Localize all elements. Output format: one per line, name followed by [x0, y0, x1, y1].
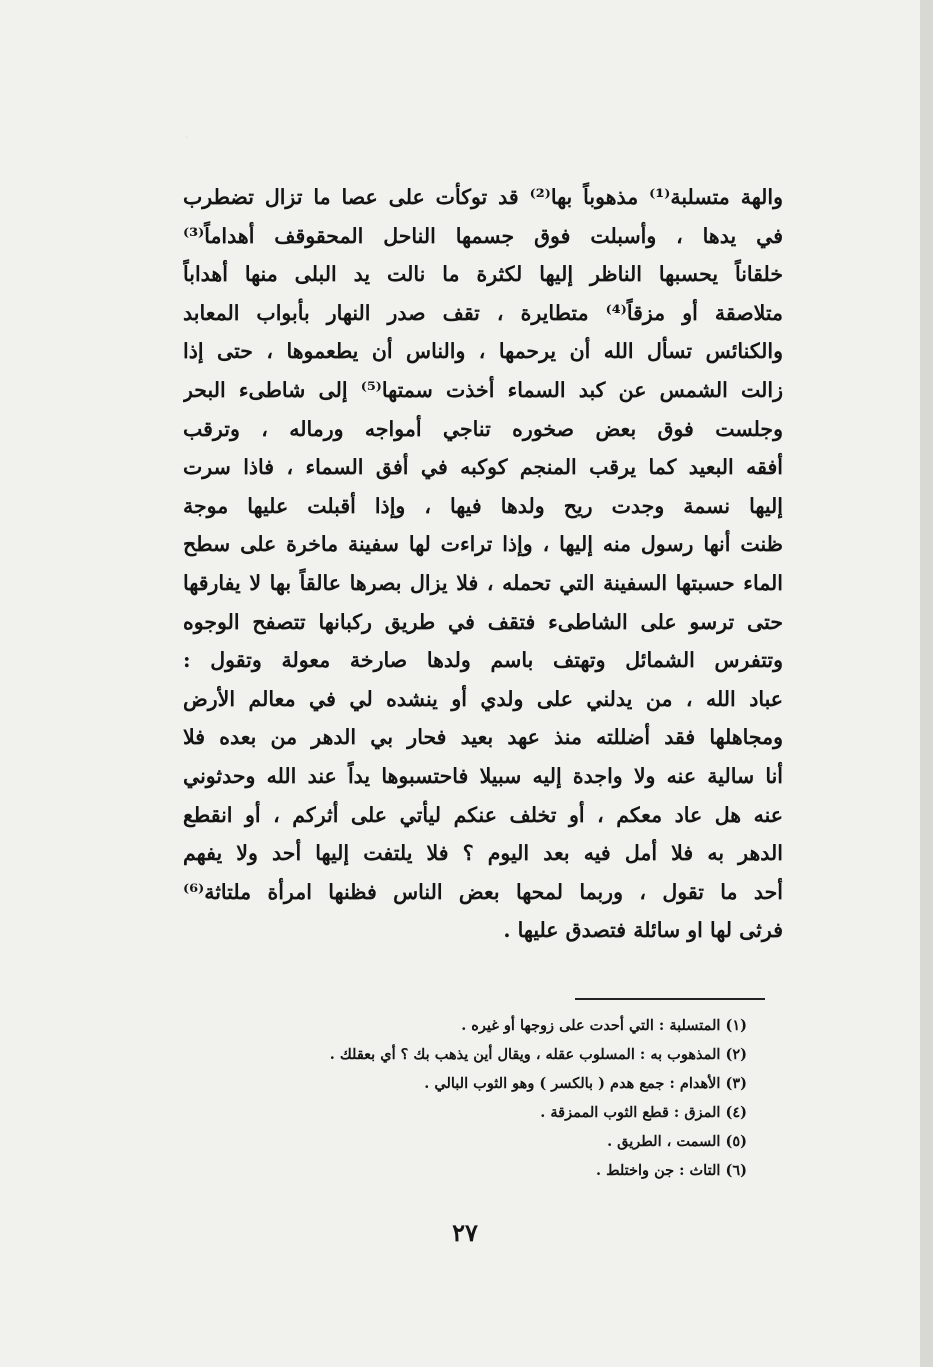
footnote-item: (٥) السمت ، الطريق .: [607, 1133, 747, 1150]
footnote-item: (٤) المزق : قطع الثوب الممزقة .: [540, 1104, 747, 1121]
text-line: إليها نسمة وجدت ريح ولدها فيها ، وإذا أقبلت عليها موجة: [183, 493, 783, 518]
text-line: وتتفرس الشمائل وتهتف باسم ولدها صارخة معولة وتقول :: [183, 648, 783, 673]
footnotes: [187, 1011, 747, 1185]
text-line: ظنت أنها رسول منه إليها ، وإذا تراءت لها سفينة ماخرة على سطح: [183, 532, 783, 557]
footnote-item: (٦) التاث : جن واختلط .: [596, 1162, 747, 1179]
footnote-item: (٢) المذهوب به : المسلوب عقله ، ويقال أين يذهب بك ؟ أي بعقلك .: [329, 1046, 747, 1063]
text-line: ومجاهلها فقد أضللته منذ عهد بعيد فحار بي الدهر من بعده فلا: [183, 725, 783, 750]
footnote-separator: [575, 998, 765, 1000]
text-line: الدهر به فلا أمل فيه بعد اليوم ؟ فلا يلتفت إليها أحد ولا يفهم: [183, 841, 783, 866]
body-paragraph: [183, 178, 783, 950]
footnote-item: (٣) الأهدام : جمع هدم ( بالكسر ) وهو الثوب البالي .: [424, 1075, 747, 1092]
text-line: في يدها ، وأسبلت فوق جسمها الناحل المحقوقف أهداماً⁽³⁾: [183, 223, 783, 248]
text-line: خلقاناً يحسبها الناظر إليها لكثرة ما نالت يد البلى منها أهداباً: [183, 262, 783, 287]
text-line: أفقه البعيد كما يرقب المنجم كوكبه في أفق السماء ، فاذا سرت: [183, 455, 783, 480]
text-line: والكنائس تسأل الله أن يرحمها ، والناس أن يطعموها ، حتى إذا: [183, 339, 783, 364]
text-line: زالت الشمس عن كبد السماء أخذت سمتها⁽⁵⁾ إلى شاطىء البحر: [183, 377, 783, 402]
text-line: عنه هل عاد معكم ، أو تخلف عنكم ليأتي على أثركم ، أو انقطع: [183, 802, 783, 827]
scan-edge-shadow: [920, 0, 933, 1367]
text-line: وجلست فوق بعض صخوره تناجي أمواجه ورماله ، وترقب: [183, 416, 783, 441]
text-line: والهة متسلبة⁽¹⁾ مذهوباً بها⁽²⁾ قد توكأت على عصا ما تزال تضطرب: [183, 185, 783, 209]
text-line: الماء حسبتها السفينة التي تحمله ، فلا يزال بصرها عالقاً بها لا يفارقها: [183, 570, 783, 595]
text-line: حتى ترسو على الشاطىء فتقف في طريق ركبانها تتصفح الوجوه: [183, 609, 783, 634]
text-line: فرثى لها او سائلة فتصدق عليها .: [503, 918, 783, 943]
footnote-item: (١) المتسلبة : التي أحدت على زوجها أو غيره .: [461, 1017, 747, 1034]
text-line: متلاصقة أو مزقاً⁽⁴⁾ متطايرة ، تقف صدر النهار بأبواب المعابد: [183, 300, 783, 325]
text-line: عباد الله ، من يدلني على ولدي أو ينشده لي في معالم الأرض: [183, 686, 783, 711]
text-line: أنا سالية عنه ولا واجدة إليه سبيلا فاحتسبوها يداً عند الله وحدثوني: [183, 763, 783, 788]
page-number: ٢٧: [452, 1218, 478, 1247]
text-line: أحد ما تقول ، وربما لمحها بعض الناس فظنها امرأة ملتاثة⁽⁶⁾: [183, 879, 783, 904]
